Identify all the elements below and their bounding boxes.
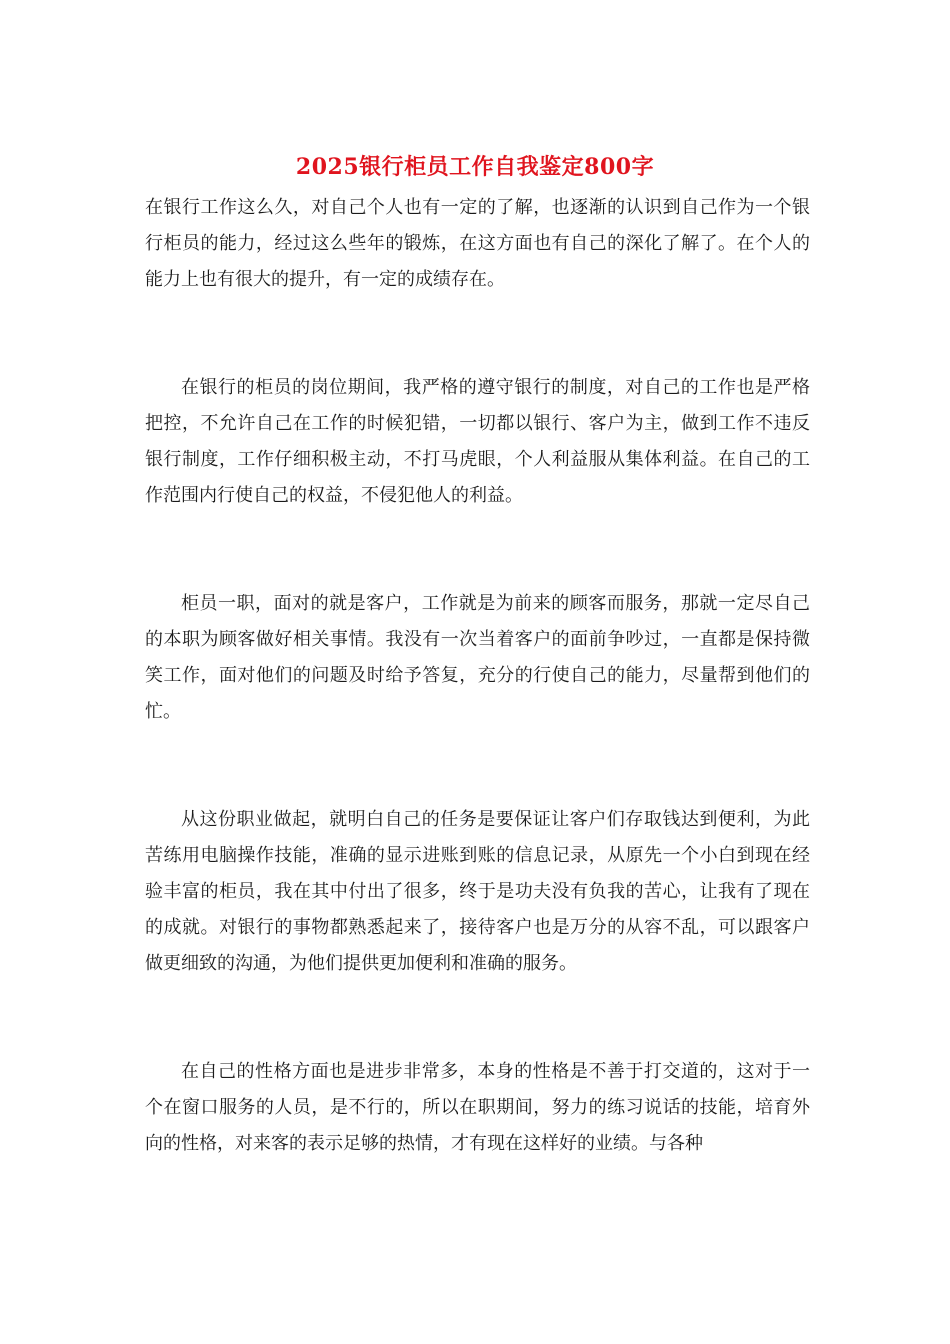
paragraph-3: 柜员一职，面对的就是客户，工作就是为前来的顾客而服务，那就一定尽自己的本职为顾客做好相关事情。我没有一次当着客户的面前争吵过，一直都是保持微笑工作，面对他们的问题及时给予答复，充分的行使自己的能力，尽量帮到他们的忙。 (145, 593, 810, 722)
paragraph-spacer (145, 730, 810, 802)
paragraph-spacer (145, 514, 810, 586)
paragraph-4: 从这份职业做起，就明白自己的任务是要保证让客户们存取钱达到便利，为此苦练用电脑操作技能，准确的显示进账到账的信息记录，从原先一个小白到现在经验丰富的柜员，我在其中付出了很多，终于是功夫没有负我的苦心，让我有了现在的成就。对银行的事物都熟悉起来了，接待客户也是万分的从容不乱，可以跟客户做更细致的沟通，为他们提供更加便利和准确的服务。 (145, 809, 810, 974)
paragraph-spacer (145, 298, 810, 370)
paragraph-2: 在银行的柜员的岗位期间，我严格的遵守银行的制度，对自己的工作也是严格把控，不允许自己在工作的时候犯错，一切都以银行、客户为主，做到工作不违反银行制度，工作仔细积极主动，不打马虎眼，个人利益服从集体利益。在自己的工作范围内行使自己的权益，不侵犯他人的利益。 (145, 377, 810, 506)
document-body (145, 190, 810, 1162)
document-title: 2025银行柜员工作自我鉴定800字 (295, 154, 655, 180)
paragraph-spacer (145, 982, 810, 1054)
paragraph-1: 在银行工作这么久，对自己个人也有一定的了解，也逐渐的认识到自己作为一个银行柜员的能力，经过这么些年的锻炼，在这方面也有自己的深化了解了。在个人的能力上也有很大的提升，有一定的成绩存在。 (145, 197, 810, 290)
paragraph-5: 在自己的性格方面也是进步非常多，本身的性格是不善于打交道的，这对于一个在窗口服务的人员，是不行的，所以在职期间，努力的练习说话的技能，培育外向的性格，对来客的表示足够的热情，才有现在这样好的业绩。与各种 (145, 1061, 810, 1154)
